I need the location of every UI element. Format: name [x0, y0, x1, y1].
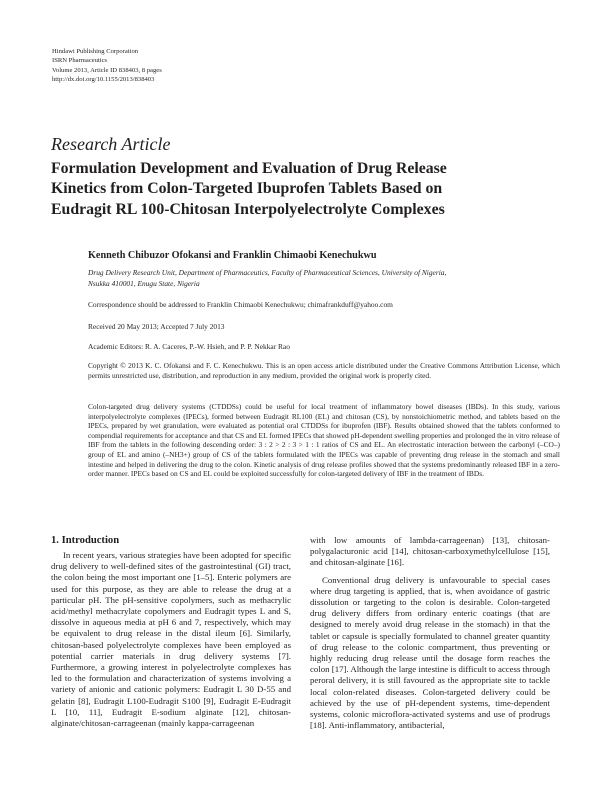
abstract: Colon-targeted drug delivery systems (CTDDSs) could be useful for local treatment of inflammatory bowel diseases (IBDs). In this study, various interpolyelectrolyte complexes (IPECs), formed between Eudragit RL100 (EL) and chitosan (CS), by nonstoichiometric method, and tablets based on the IPECs, prepared by wet granulation, were evaluated as potential oral CTDDSs for ibuprofen (IBF). Results obtained showed that the tablets conformed to compendial requirements for acceptance and that CS and EL formed IPECs that showed pH-dependent swelling properties and prolonged the in vitro release of IBF from the tablets in the following descending order: 3 : 2 > 2 : 3 > 1 : 1 ratios of CS and EL. An electrostatic interaction between the carbonyl (–CO–) group of EL and amino (–NH3+) group of CS of the tablets formulated with the IPECs was capable of preventing drug release in the stomach and small intestine and helped in delivering the drug to the colon. Kinetic analysis of drug release profiles showed that the systems predominantly released IBF in a zero-order manner. IPECs based on CS and EL could be exploited successfully for colon-targeted delivery of IBF in the treatment of IBDs.: [88, 402, 560, 479]
journal-name: ISRN Pharmaceutics: [52, 57, 108, 65]
received-dates: Received 20 May 2013; Accepted 7 July 2013: [88, 322, 225, 331]
title-line: Kinetics from Colon-Targeted Ibuprofen Tablets Based on: [51, 180, 443, 198]
publisher-line: Hindawi Publishing Corporation: [52, 48, 139, 55]
volume-line: Volume 2013, Article ID 838403, 8 pages: [52, 66, 162, 74]
right-column: [310, 535, 550, 731]
doi-link[interactable]: http://dx.doi.org/10.1155/2013/838403: [52, 75, 155, 83]
section-heading-introduction: 1. Introduction: [51, 535, 120, 546]
affiliation: [88, 268, 558, 289]
copyright-notice: Copyright © 2013 K. C. Ofokansi and F. C. Kenechukwu. This is an open access article distributed under the Creative Commons Attribution License, which permits unrestricted use, distribution, and reproduction in any medium, provided the original work is properly cited.: [88, 361, 560, 380]
title-line: Formulation Development and Evaluation of Drug Release: [51, 160, 447, 177]
intro-paragraph: In recent years, various strategies have been adopted for specific drug delivery to well-defined sites of the gastrointestinal (GI) tract, the colon being the most important one [1–5]. Enteric polymers are used for this purpose, as they are able to release the drug at a particular pH. The pH-sensitive copolymers, such as methacrylic acid/methyl methacrylate copolymers and Eudragit types L and S, dissolve in aqueous media at pH 6 and 7, respectively, which may be equivalent to drug release in the distal ileum [6]. Similarly, chitosan-based polyelectrolyte complexes have been employed as potential carrier materials in drug delivery systems [7]. Furthermore, a growing interest in polyelectrolyte complexes has led to the formulation and characterization of systems involving a variety of anionic and cationic polymers: Eudragit L 30 D-55 and gelatin [8], Eudragit L100-Eudragit S100 [9], Eudragit E-Eudragit L [10, 11], Eudragit E-sodium alginate [12], chitosan-alginate/chitosan-carrageenan (mainly kappa-carrageenan: [51, 550, 291, 729]
title-line: Eudragit RL 100-Chitosan Interpolyelectrolyte Complexes: [51, 200, 445, 218]
intro-paragraph-continued: with low amounts of lambda-carrageenan) [13], chitosan-polygalacturonic acid [14], chitosan-carboxymethylcellulose [15], and chitosan-alginate [16].: [310, 535, 550, 568]
intro-paragraph: Conventional drug delivery is unfavourable to special cases where drug targeting is applied, that is, when avoidance of gastric dissolution or targeting to the colon is desirable. Colon-targeted drug delivery differs from ordinary enteric coatings (that are designed to merely avoid drug release in the stomach) in that the tablet or capsule is specially formulated to channel greater quantity of drug release to the colonic compartment, thus preventing or highly reducing drug release until the dosage form reaches the colon [17]. Although the large intestine is difficult to access through peroral delivery, it is still favoured as the appropriate site to tackle local colon-related diseases. Colon-targeted delivery could be achieved by the use of pH-dependent systems, time-dependent systems, colonic microflora-activated systems and use of prodrugs [18]. Anti-inflammatory, antibacterial,: [310, 574, 550, 731]
left-column: [51, 550, 291, 729]
correspondence: Correspondence should be addressed to Franklin Chimaobi Kenechukwu; chimafrankduff@yahoo.com: [88, 300, 393, 309]
paper-title: [51, 159, 551, 220]
authors: Kenneth Chibuzor Ofokansi and Franklin Chimaobi Kenechukwu: [88, 250, 377, 261]
affiliation-line: Drug Delivery Research Unit, Department of Pharmaceutics, Faculty of Pharmaceutical Sciences, University of Nigeria,: [88, 268, 447, 277]
academic-editors: Academic Editors: R. A. Caceres, P.-W. Hsieh, and P. P. Nekkar Rao: [88, 342, 290, 351]
affiliation-line: Nsukka 410001, Enugu State, Nigeria: [88, 278, 200, 288]
journal-header: [52, 47, 352, 84]
article-type: Research Article: [51, 134, 171, 154]
